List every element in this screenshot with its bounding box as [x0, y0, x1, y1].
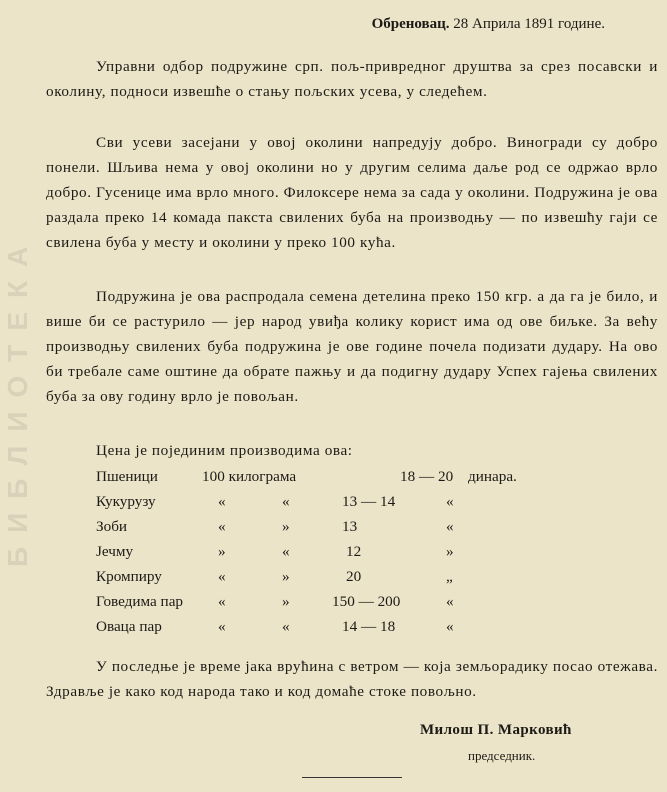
- ditto-mark: «: [282, 543, 290, 560]
- product-price: 12: [346, 543, 362, 560]
- ditto-mark: «: [282, 493, 290, 510]
- dateline-date: 28 Априла 1891 године.: [453, 16, 605, 32]
- product-price: 13: [342, 518, 358, 535]
- product-name: Кромпиру: [96, 568, 162, 585]
- paragraph-closing: У последње је време јака врућина с ветром — која земљорадику посао отежава. Здравље је како код народа тако и код домаће стоке повољно.: [46, 658, 658, 700]
- price-row: [96, 518, 496, 543]
- signature-title: председник.: [468, 748, 536, 763]
- ditto-mark: »: [282, 593, 290, 610]
- product-name: Пшеници: [96, 468, 158, 485]
- ditto-mark: «: [446, 618, 454, 635]
- dateline: [372, 16, 605, 33]
- ditto-mark: «: [218, 593, 226, 610]
- prices-intro: Цена је појединим производима ова:: [96, 442, 353, 459]
- signature-name: Милош П. Марковић: [420, 722, 572, 738]
- paragraph-intro: Управни одбор подружине срп. пољ-привредног друштва за срез посавски и околину, подноси извешће о стању пољских усева, у следећем.: [46, 58, 658, 100]
- product-name: Јечму: [96, 543, 134, 560]
- ditto-mark: «: [218, 518, 226, 535]
- ditto-mark: «: [446, 593, 454, 610]
- product-name: Говедима пар: [96, 593, 184, 610]
- price-row: [96, 543, 496, 568]
- product-price: 150 — 200: [332, 593, 401, 610]
- ditto-mark: »: [218, 543, 226, 560]
- ditto-mark: „: [446, 568, 453, 585]
- product-name: Зоби: [96, 518, 128, 535]
- library-watermark: БИБЛИОТЕКА: [2, 232, 33, 568]
- paragraph-crops: Сви усеви засејани у овој околини напредују добро. Виногради су добро понели. Шљива нема у овој околини но у другим селима даље род се одржао врло добро. Гусенице има врло много. Филоксере нема за сада у околини. Подружина је ова раздала преко 14 комада пакста свилених буба на производњу — по извешћу гаји се свилена буба у месту и околини у преко 100 кућа.: [46, 134, 658, 251]
- price-row: [96, 493, 496, 518]
- ditto-mark: «: [446, 518, 454, 535]
- ditto-mark: «: [218, 618, 226, 635]
- price-row: [96, 593, 496, 618]
- ditto-mark: «: [218, 493, 226, 510]
- product-price: 20: [346, 568, 362, 585]
- price-row: [96, 468, 517, 493]
- product-quantity: 100 килограма: [202, 468, 297, 485]
- closing-rule: [302, 777, 402, 778]
- dateline-place: Обреновац.: [371, 16, 450, 32]
- ditto-mark: «: [446, 493, 454, 510]
- price-row: [96, 568, 496, 593]
- ditto-mark: «: [282, 618, 290, 635]
- product-price: 18 — 20: [400, 468, 454, 485]
- ditto-mark: »: [446, 543, 454, 560]
- product-price: 13 — 14: [342, 493, 396, 510]
- price-table: [96, 468, 517, 643]
- ditto-mark: «: [218, 568, 226, 585]
- price-unit: динара.: [468, 468, 517, 485]
- ditto-mark: »: [282, 518, 290, 535]
- product-name: Кукурузу: [96, 493, 156, 510]
- price-row: [96, 618, 496, 643]
- paragraph-clover: Подружина је ова распродала семена детелина преко 150 кгр. а да га је било, и више би се растурило — јер народ увиђа колику корист има од ове биљке. За већу производњу свилених буба подружина је ове године почела подизати дудару. На ово би требале саме оштине да обрате пажњу и да подигну дудару Успех гајења свилених буба за ову годину врло је повољан.: [46, 288, 658, 405]
- product-name: Оваца пар: [96, 618, 162, 635]
- ditto-mark: »: [282, 568, 290, 585]
- product-price: 14 — 18: [342, 618, 396, 635]
